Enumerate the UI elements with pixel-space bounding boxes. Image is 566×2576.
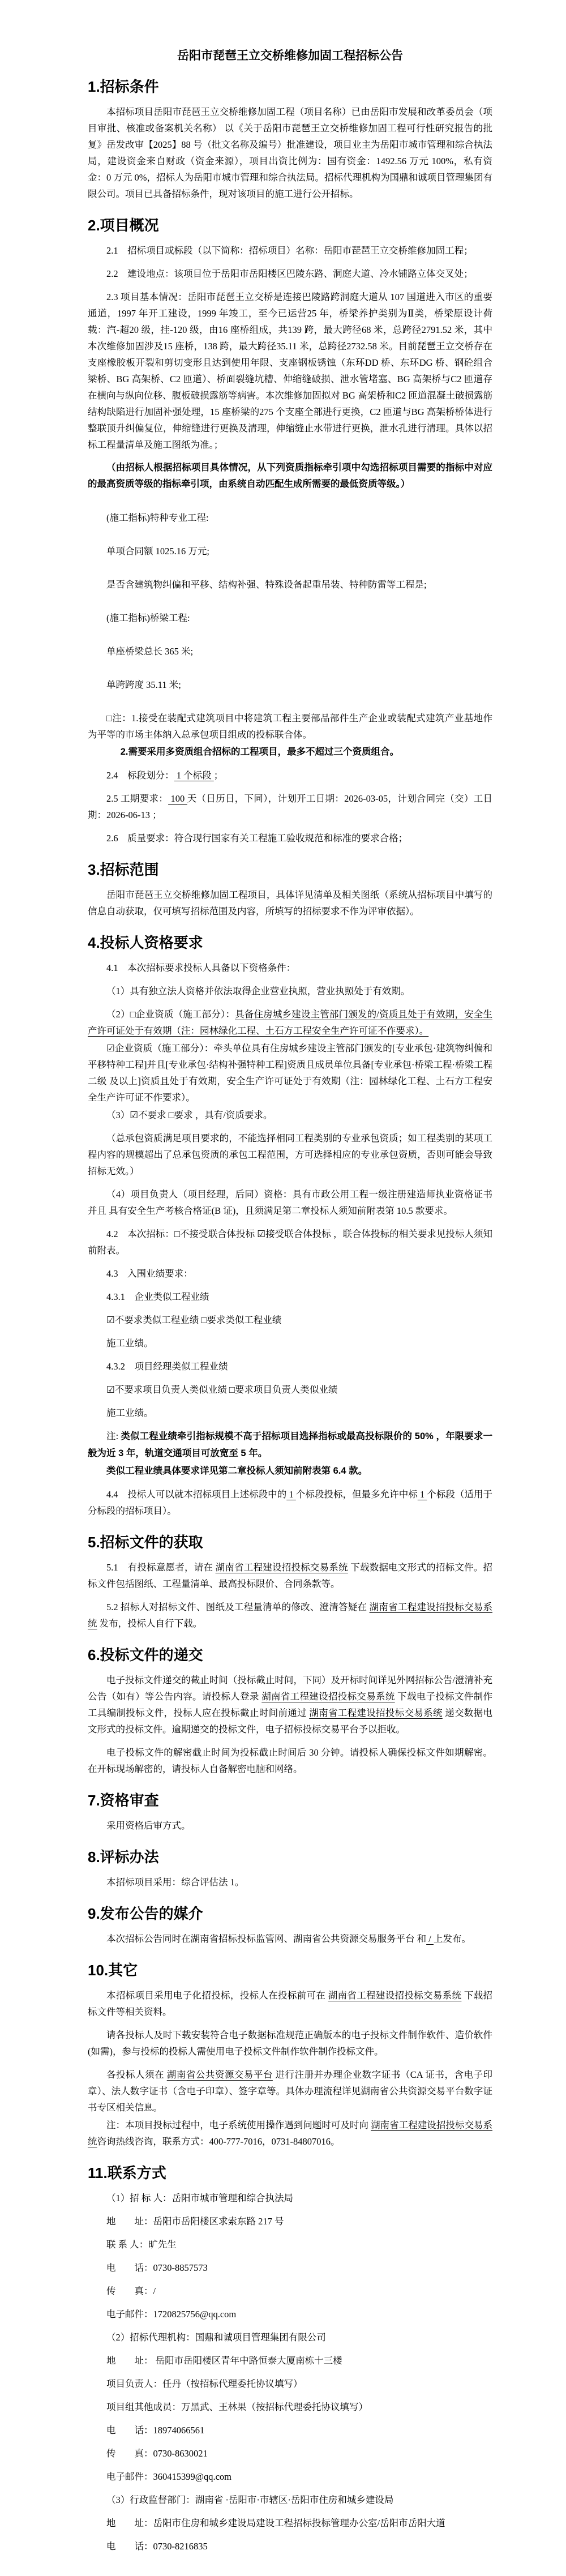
- ca-cert-a: 各投标人须在: [106, 2069, 167, 2080]
- public-resource-platform-name: 湖南省公共资源交易平台: [166, 2069, 273, 2080]
- publishing-media-b: 上发布。: [433, 1933, 471, 1944]
- publishing-media-paragraph: [88, 1931, 492, 1947]
- contact-agency-address: 地 址： 岳阳市岳阳楼区青年中路恒泰大厦南栋十三楼: [106, 2355, 342, 2366]
- performance-note-2: 类似工程业绩具体要求详见第二章投标人须知前附表第 6.4 款。: [106, 1466, 368, 1476]
- clause-4-4-b: 个标段投标，但最多允许中标: [295, 1489, 418, 1500]
- clause-4-4-c: 个标段（适用于分标段的招标项目）。: [88, 1489, 493, 1516]
- e-bidding-a: 本招标项目采用电子化招投标，投标人在投标前可在: [106, 1990, 328, 2001]
- requirement-2-enterprise-qualification: [88, 1006, 492, 1039]
- contact-agency-email: 电子邮件：360415399@qq.com: [106, 2471, 231, 2482]
- note-prefab-consortium: □注：1.接受在装配式建筑项目中将建筑工程主要部品部件生产企业或装配式建筑产业基地作为平等的市场主体纳入总承包项目组成的投标联合体。: [88, 713, 492, 740]
- contact-supervision-dept: （3）行政监督部门：湖南省 ·岳阳市·市辖区·岳阳市住房和城乡建设局: [106, 2494, 394, 2505]
- general-contract-note: （总承包资质满足项目要求的，不能选择相同工程类别的专业承包资质；如工程类别的某项工程内容的规模超出了总承包资质的承包工程范围，方可选择相应的专业承包资质，否则可能会导致招标无效。）: [88, 1133, 492, 1176]
- win-section-count: 1: [417, 1489, 427, 1500]
- performance-note-label: 注:: [106, 1431, 121, 1441]
- trading-system-name-4: 湖南省工程建设招投标交易系统: [309, 1708, 443, 1718]
- clause-2-6-quality: 2.6 质量要求：符合现行国家有关工程施工验收规范和标准的要求合格；: [106, 833, 408, 844]
- requirement-2-detail: 具备住房城乡建设主管部门颁发的/资质且处于有效期，安全生产许可证处于有效期（注：园林绿化工程、土石方工程安全生产许可证不作要求）。: [88, 1009, 492, 1036]
- e-bidding-paragraph: [88, 1987, 492, 2020]
- submission-a: 电子投标文件递交的截止时间（投标截止时间，下同）及开标时间详见外网招标公告/澄清补充公告（如有）等公告内容。请投标人登录: [88, 1675, 492, 1702]
- section-8-heading: 8.评标办法: [88, 1848, 159, 1865]
- media-slash-value: /: [426, 1933, 434, 1944]
- contact-tenderer-phone: 电 话：0730-8857573: [106, 2262, 208, 2273]
- section-7-heading: 7.资格审查: [88, 1792, 159, 1809]
- indicator-includes-works: 是否含建筑物纠偏和平移、结构补强、特殊设备起重吊装、特种防雷等工程是;: [106, 579, 427, 590]
- page-title: 岳阳市琵琶王立交桥维修加固工程招标公告: [177, 49, 403, 62]
- indicator-bridge-engineering: (施工指标)桥梁工程:: [106, 613, 190, 623]
- section-3-heading: 3.招标范围: [88, 861, 159, 878]
- evaluation-method: 本招标项目采用：综合评估法 1。: [106, 1877, 245, 1888]
- performance-note: [88, 1428, 492, 1462]
- clause-2-2-location: 2.2 建设地点：该项目位于岳阳市岳阳楼区巴陵东路、洞庭大道、冷水铺路立体交叉处；: [106, 268, 473, 279]
- trading-system-name-2: 湖南省工程建设招投标交易系统: [88, 1602, 493, 1629]
- clause-5-2-a: 5.2 招标人对招标文件、图纸及工程量清单的修改、澄清答疑在: [106, 1602, 370, 1612]
- contact-agency-manager: 项目负责人：任丹（按招标代理委托协议填写）: [106, 2378, 303, 2389]
- software-install-paragraph: 请各投标人及时下载安装符合电子数据标准规范正确版本的电子投标文件制作软件、造价软件(如需)，参与投标的投标人需使用电子投标文件制作软件制作投标文件。: [88, 2030, 492, 2057]
- bid-section-count: 1: [286, 1489, 296, 1500]
- contact-tenderer: （1）招 标 人：岳阳市城市管理和综合执法局: [106, 2193, 293, 2203]
- clause-5-1-b: 下载数据电文形式的招标文件。招标文件包括图纸、工程量清单、最高投标限价、合同条款等。: [88, 1562, 493, 1589]
- clause-2-4-label: 2.4 标段划分：: [106, 770, 174, 781]
- publishing-media-a: 本次招标公告同时在湖南省招标投标监管网、湖南省公共资源交易服务平台 和: [106, 1933, 427, 1944]
- qualification-selection-note: （由招标人根据招标项目具体情况，从下列资质指标牵引项中勾选招标项目需要的指标中对应的最高资质等级的指标牵引项，由系统自动匹配生成所需要的最低资质等级。）: [88, 463, 492, 489]
- bidding-conditions-paragraph: 本招标项目岳阳市琵琶王立交桥维修加固工程（项目名称）已由岳阳市发展和改革委员会（项目审批、核准或备案机关名称） 以《关于岳阳市琵琶王立交桥维修加固工程可行性研究报告的批复》岳发改审【2025】88 号（批文名称及编号）批准建设，项目业主为岳阳市城市管理和综合执法局，建设资金来自财政（资金来源），项目出资比例为：国有资金：1492.56 万元 100%，私有资金：0 万元 0%，招标人为岳阳市城市管理和综合执法局。招标代理机构为国鼎和诚项目管理集团有限公司。项目已具备招标条件，现对该项目的施工进行公开招标。: [88, 106, 492, 199]
- section-5-heading: 5.招标文件的获取: [88, 1534, 203, 1551]
- contact-tenderer-email: 电子邮件：1720825756@qq.com: [106, 2309, 237, 2320]
- contact-agency: （2）招标代理机构：国鼎和诚项目管理集团有限公司: [106, 2332, 326, 2343]
- contact-agency-members: 项目组其他成员：万黑武、王林果（按招标代理委托协议填写）: [106, 2402, 368, 2412]
- clause-2-1-project-name: 2.1 招标项目或标段（以下简称：招标项目）名称：岳阳市琵琶王立交桥维修加固工程；: [106, 245, 473, 256]
- section-1-heading: 1.招标条件: [88, 78, 159, 95]
- trading-system-name-1: 湖南省工程建设招投标交易系统: [215, 1562, 348, 1573]
- requirement-2-checked-qualification: ☑企业资质（施工部分）：牵头单位具有住房城乡建设主管部门颁发的[专业承包·建筑物纠偏和平移特种工程]并且[专业承包·结构补强特种工程]资质且成员单位具备[专业承包·桥梁工程·桥梁工程二级 及以上]资质且处于有效期，安全生产许可证处于有效期（注：园林绿化工程、土石方工程安全生产许可证不作要求）。: [88, 1043, 492, 1103]
- hotline-b: 咨询热线咨询，联系方式：400-777-7016，0731-84807016。: [97, 2136, 340, 2147]
- trading-system-name-3: 湖南省工程建设招投标交易系统: [261, 1691, 395, 1702]
- submission-paragraph: [88, 1672, 492, 1738]
- requirement-3-checkbox-line: （3）☑不要求 □要求 ，具有/资质要求。: [106, 1110, 273, 1120]
- contact-tenderer-fax: 传 真：/: [106, 2286, 156, 2296]
- clause-2-3-project-overview: 2.3 项目基本情况：岳阳市琵琶王立交桥是连接巴陵路跨洞庭大道从 107 国道进入市区的重要通道，1997 年开工建设，1999 年竣工，至今已运营25 年，桥梁养护类别为Ⅱ类，桥梁原设计荷载：汽-超20 级，挂-120 级，由16 座桥组成，共139 跨，最大跨径68 米，总跨径2791.52 米，其中本次维修加固涉及15 座桥，138 跨，最大跨径35.11 米，总跨径2732.58 米。目前琵琶王立交桥存在支座橡胶板开裂和剪切变形且达到使用年限、支座钢板锈蚀（东环DD 桥、东环DG 桥、钢砼组合梁桥、BG 高架桥、C2 匝道）、桥面裂缝坑槽、伸缩缝破损、泄水管堵塞、BG 高架桥与C2 匝道存在横向与纵向位移、腹板破损露筋等病害。本次维修加固拟对 BG 高架桥和C2 匝道混凝土破损露筋结构缺陷进行加固补强处理，15 座桥梁的275 个支座全部进行更换，C2 匝道与BG 高架桥桥体进行整联顶升纠偏复位，伸缩缝进行更换及清理，伸缩缝止水带进行更换，泄水孔进行清理。具体以招标工程量清单及施工图纸为准。；: [88, 292, 492, 450]
- qualification-review-method: 采用资格后审方式。: [106, 1820, 191, 1831]
- section-count-value: 1 个标段: [174, 770, 214, 781]
- clause-4-1: 4.1 本次招标要求投标人具备以下资格条件：: [106, 962, 296, 973]
- clause-4-4-bid-sections: [88, 1486, 492, 1519]
- clause-2-5-tail: 天（日历日，下同），计划开工日期：2026-03-05，计划合同完（交）工日期：2026-06-13 ；: [88, 793, 493, 820]
- bidding-scope-paragraph: 岳阳市琵琶王立交桥维修加固工程项目，具体详见清单及相关图纸（系统从招标项目中填写的信息自动获取，仅可填写招标范围及内容，所填写的招标要求不作为评审依据）。: [88, 889, 492, 917]
- contact-supervision-address: 地 址：岳阳市住房和城乡建设局建设工程招标投标管理办公室/岳阳市岳阳大道: [106, 2518, 445, 2528]
- contact-agency-fax: 传 真：0730-8630021: [106, 2448, 208, 2459]
- clause-5-2-clarification: [88, 1599, 492, 1632]
- section-2-heading: 2.项目概况: [88, 217, 159, 234]
- clause-4-2-consortium: 4.2 本次招标：□不接受联合体投标 ☑接受联合体投标 ，联合体投标的相关要求见投标人须知前附表。: [88, 1229, 492, 1256]
- indicator-bridge-length: 单座桥梁总长 365 米;: [106, 646, 194, 657]
- section-4-heading: 4.投标人资格要求: [88, 934, 203, 951]
- duration-days-value: 100: [168, 793, 187, 804]
- contact-supervision-phone: 电 话：0730-8216835: [106, 2541, 208, 2552]
- enterprise-performance-checkbox-line: ☑不要求类似工程业绩 □要求类似工程业绩: [106, 1315, 282, 1325]
- requirement-1-legal-person: （1）具有独立法人资格并依法取得企业营业执照，营业执照处于有效期。: [106, 986, 410, 996]
- hotline-note-paragraph: [88, 2117, 492, 2150]
- clause-4-3-2-heading: 4.3.2 项目经理类似工程业绩: [106, 1361, 228, 1372]
- performance-note-bold: 类似工程业绩牵引指标规模不高于招标项目选择指标或最高投标限价的 50% ，年限要求一般为近 3 年，轨道交通项目可放宽至 5 年。: [88, 1431, 492, 1458]
- submission-c: 递交数据电文形式的投标文件。逾期递交的投标文件，电子招标投标交易平台予以拒收。: [88, 1708, 493, 1735]
- clause-2-5-duration: [88, 790, 492, 823]
- contact-tenderer-person: 联 系 人：旷先生: [106, 2239, 177, 2250]
- construction-performance-1: 施工业绩。: [106, 1338, 153, 1349]
- ca-cert-b: 进行注册并办理企业数字证书（CA 证书，含电子印章）、法人数字证书（含电子印章）、签字章等。具体办理流程详见湖南省公共资源交易平台数字证书专区相关信息。: [88, 2069, 493, 2113]
- requirement-2-label: （2）□企业资质（施工部分）：: [106, 1009, 235, 1020]
- ca-certificate-paragraph: [88, 2066, 492, 2116]
- note-multi-qualification: 2.需要采用多资质组合招标的工程项目，最多不超过三个资质组合。: [120, 747, 400, 757]
- indicator-special-engineering: (施工指标)特种专业工程:: [106, 512, 209, 523]
- hotline-a: 注：本项目投标过程中，电子系统使用操作遇到问题时可及时向: [106, 2120, 371, 2130]
- e-bidding-b: 下载招标文件等相关资料。: [88, 1990, 493, 2017]
- clause-5-2-b: 发布，投标人自行下载。: [97, 1618, 203, 1629]
- construction-performance-2: 施工业绩。: [106, 1407, 153, 1418]
- contact-agency-phone: 电 话：18974066561: [106, 2425, 205, 2436]
- trading-system-name-5: 湖南省工程建设招投标交易系统: [328, 1990, 462, 2001]
- clause-4-3-1-heading: 4.3.1 企业类似工程业绩: [106, 1291, 209, 1302]
- manager-performance-checkbox-line: ☑不要求项目负责人类似业绩 □要求项目负责人类似业绩: [106, 1384, 338, 1395]
- clause-2-4-sections: [88, 767, 492, 784]
- trading-system-name-6: 湖南省工程建设招投标交易系统: [88, 2120, 493, 2147]
- decryption-paragraph: 电子投标文件的解密截止时间为投标截止时间后 30 分钟。请投标人确保投标文件如期解密。在开标现场解密的，请投标人自备解密电脑和网络。: [88, 1747, 492, 1774]
- clause-5-1-download: [88, 1559, 492, 1592]
- section-10-heading: 10.其它: [88, 1962, 138, 1979]
- indicator-span-length: 单跨跨度 35.11 米;: [106, 679, 181, 690]
- requirement-4-project-manager: （4）项目负责人（项目经理，后同）资格：具有市政公用工程一级注册建造师执业资格证书并且 具有安全生产考核合格证(B 证)，且须满足第二章投标人须知前附表第 10.5 款要求。: [88, 1189, 492, 1216]
- indicator-contract-amount: 单项合同额 1025.16 万元;: [106, 546, 209, 557]
- clause-4-3-performance: 4.3 入围业绩要求：: [106, 1268, 193, 1279]
- clause-2-5-label: 2.5 工期要求：: [106, 793, 169, 804]
- submission-b: 下载电子投标文件制作工具编制投标文件，投标人应在投标截止时间前通过: [88, 1691, 493, 1718]
- clause-4-4-a: 4.4 投标人可以就本招标项目上述标段中的: [106, 1489, 287, 1500]
- section-9-heading: 9.发布公告的媒介: [88, 1905, 203, 1922]
- clause-2-4-tail: ；: [213, 770, 224, 781]
- contact-tenderer-address: 地 址：岳阳市岳阳楼区求索东路 217 号: [106, 2216, 284, 2227]
- clause-5-1-a: 5.1 有投标意愿者，请在: [106, 1562, 216, 1573]
- section-11-heading: 11.联系方式: [88, 2164, 166, 2181]
- section-6-heading: 6.投标文件的递交: [88, 1646, 203, 1663]
